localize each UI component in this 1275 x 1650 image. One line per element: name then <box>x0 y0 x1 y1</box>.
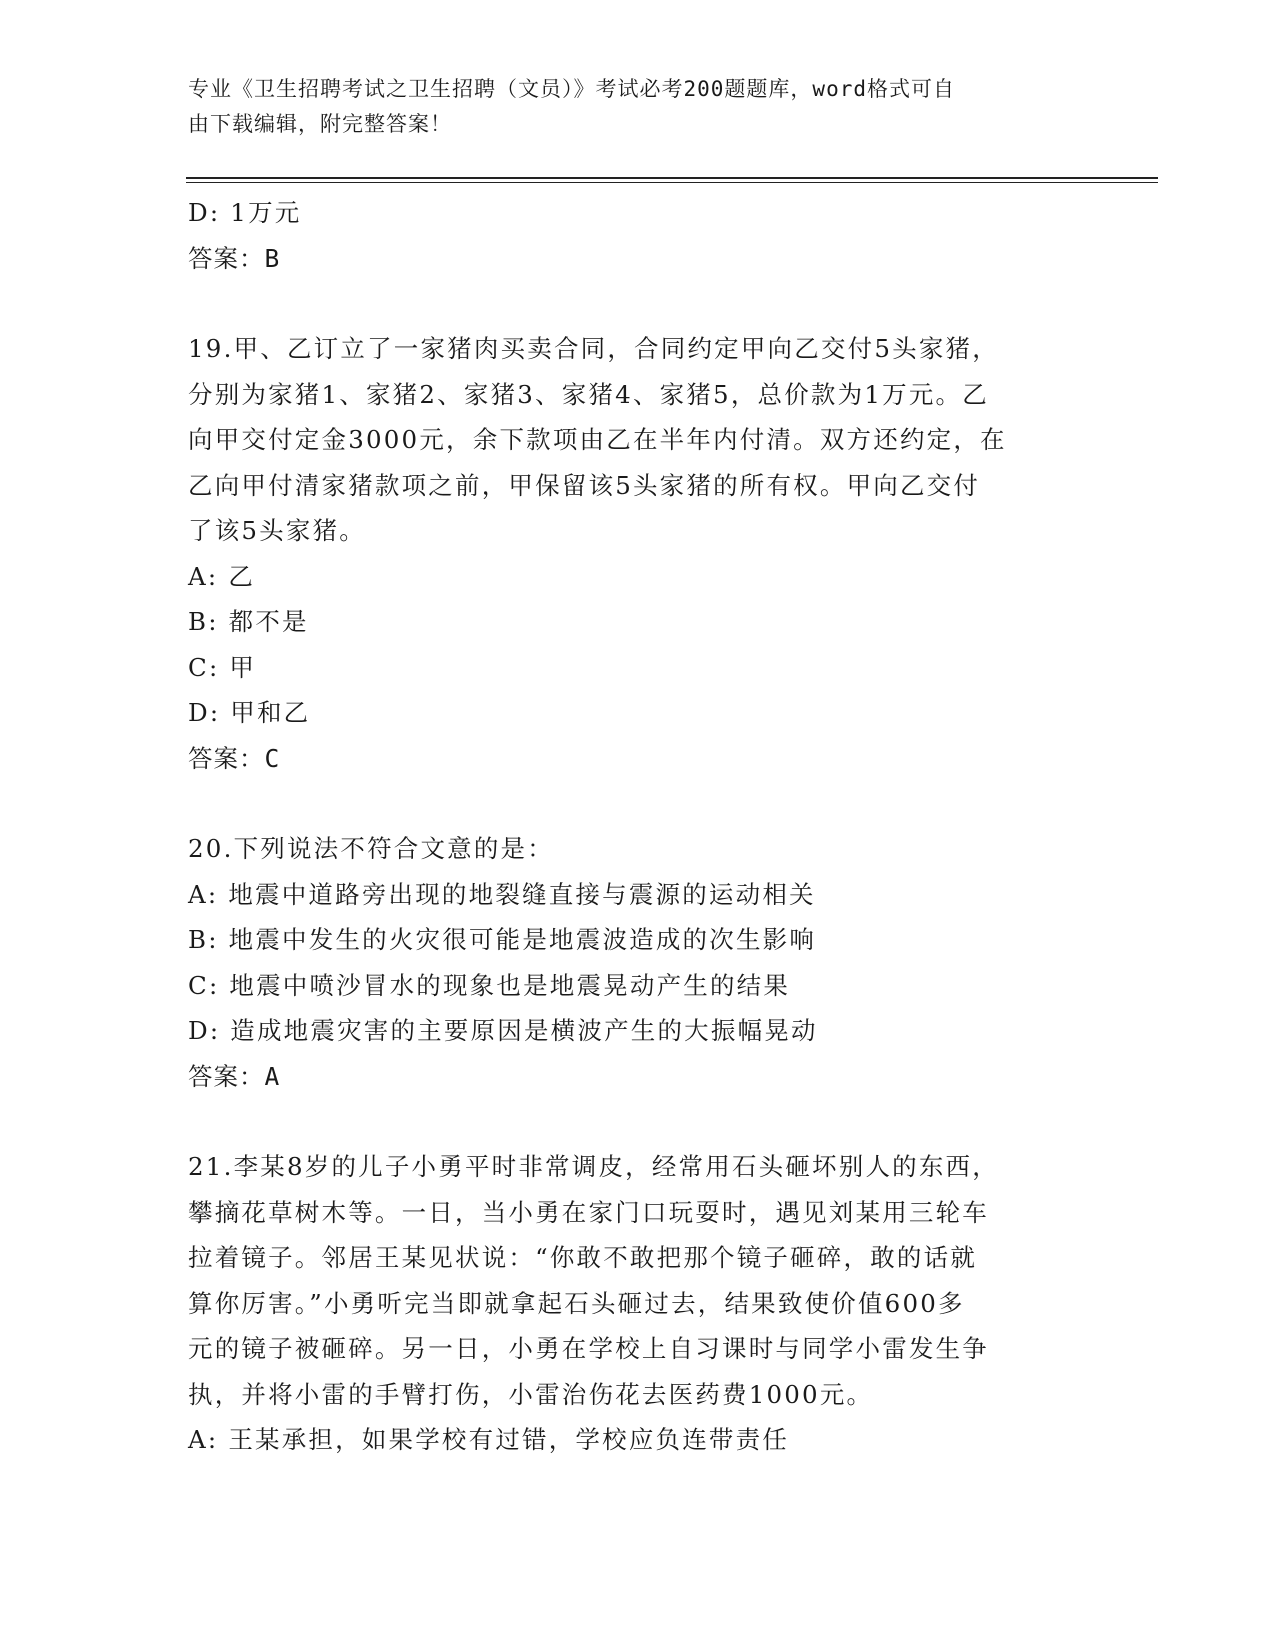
option-a: A: 乙 <box>188 561 256 591</box>
question-text: 21.李某8岁的儿子小勇平时非常调皮，经常用石头砸坏别人的东西， <box>188 1152 999 1181</box>
option-c: C: 地震中喷沙冒水的现象也是地震晃动产生的结果 <box>188 970 791 1000</box>
question-text: 攀摘花草树木等。一日，当小勇在家门口玩耍时，遇见刘某用三轮车 <box>188 1197 989 1227</box>
option-b: B: 都不是 <box>188 607 309 636</box>
question-text: 算你厉害。”小勇听完当即就拿起石头砸过去，结果致使价值600多 <box>188 1288 965 1318</box>
answer-line: 答案：C <box>188 743 281 773</box>
question-text: 20.下列说法不符合文意的是： <box>188 834 554 863</box>
header-line-1: 专业《卫生招聘考试之卫生招聘（文员）》考试必考200题题库，word格式可自 <box>188 77 955 101</box>
question-text: 乙向甲付清家猪款项之前，甲保留该5头家猪的所有权。甲向乙交付 <box>188 470 981 500</box>
document-header <box>188 72 1068 142</box>
question-text: 拉着镜子。邻居王某见状说：“你敢不敢把那个镜子砸碎，敢的话就 <box>188 1243 978 1272</box>
option-d: D: 1万元 <box>188 198 302 227</box>
question-text: 分别为家猪1、家猪2、家猪3、家猪4、家猪5，总价款为1万元。乙 <box>188 379 989 409</box>
answer-line: 答案：A <box>188 1061 281 1091</box>
question-block-19 <box>188 326 1088 781</box>
header-line-2: 由下载编辑，附完整答案！ <box>188 112 452 136</box>
question-text: 元的镜子被砸碎。另一日，小勇在学校上自习课时与同学小雷发生争 <box>188 1334 989 1363</box>
document-body <box>188 190 1088 1463</box>
question-block-21 <box>188 1144 1088 1463</box>
option-d: D: 甲和乙 <box>188 698 311 727</box>
question-block-20 <box>188 826 1088 1099</box>
option-a: A: 王某承担，如果学校有过错，学校应负连带责任 <box>188 1425 790 1454</box>
question-text: 19.甲、乙订立了一家猪肉买卖合同，合同约定甲向乙交付5头家猪， <box>188 334 999 363</box>
option-a: A: 地震中道路旁出现的地裂缝直接与震源的运动相关 <box>188 879 816 909</box>
question-text: 向甲交付定金3000元，余下款项由乙在半年内付清。双方还约定，在 <box>188 425 1007 454</box>
option-d: D: 造成地震灾害的主要原因是横波产生的大振幅晃动 <box>188 1016 818 1045</box>
answer-line: 答案：B <box>188 243 281 273</box>
header-divider-thin <box>186 182 1158 183</box>
question-text: 了该5头家猪。 <box>188 516 366 545</box>
option-c: C: 甲 <box>188 652 257 682</box>
header-divider-thick <box>186 177 1158 179</box>
question-text: 执，并将小雷的手臂打伤，小雷治伤花去医药费1000元。 <box>188 1379 874 1409</box>
option-b: B: 地震中发生的火灾很可能是地震波造成的次生影响 <box>188 925 817 954</box>
question-block-18-tail <box>188 190 1088 281</box>
